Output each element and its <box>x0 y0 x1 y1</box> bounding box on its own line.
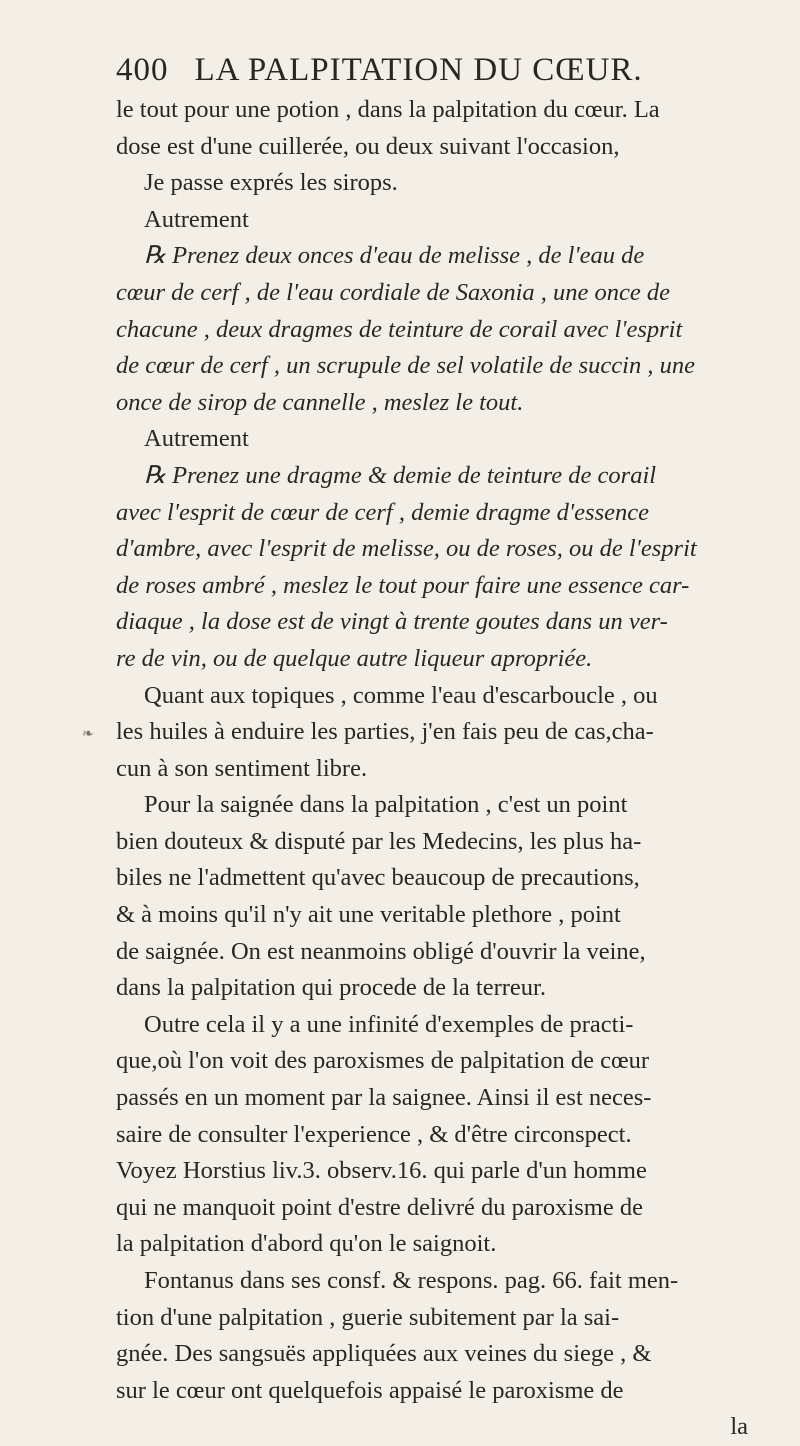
text-line: re de vin, ou de quelque autre liqueur apropriée. <box>116 644 593 672</box>
text-line: passés en un moment par la saignee. Ainsi il est neces- <box>116 1084 652 1112</box>
text-line: de cœur de cerf , un scrupule de sel volatile de succin , une <box>116 352 695 380</box>
section-label: Autrement <box>144 425 249 453</box>
text-line: la palpitation d'abord qu'on le saignoit. <box>116 1230 497 1258</box>
text-line: que,où l'on voit des paroxismes de palpitation de cœur <box>116 1047 650 1075</box>
text-line: diaque , la dose est de vingt à trente goutes dans un ver- <box>116 608 668 636</box>
text-line: ℞ Prenez une dragme & demie de teinture de corail <box>144 461 657 489</box>
text-line: bien douteux & disputé par les Medecins, les plus ha- <box>116 827 642 855</box>
section-label: Autrement <box>144 205 249 233</box>
text-line: Quant aux topiques , comme l'eau d'escarboucle , ou <box>144 681 658 709</box>
running-title: LA PALPITATION DU CŒUR. <box>194 52 643 88</box>
text-line: le tout pour une potion , dans la palpitation du cœur. La <box>116 96 660 123</box>
text-line: Voyez Horstius liv.3. observ.16. qui parle d'un homme <box>116 1157 647 1185</box>
text-line: cun à son sentiment libre. <box>116 754 368 782</box>
text-block <box>116 92 766 1446</box>
text-line: saire de consulter l'experience , & d'être circonspect. <box>116 1120 632 1148</box>
text-line: Je passe exprés les sirops. <box>144 169 398 197</box>
text-line: dose est d'une cuillerée, ou deux suivant l'occasion, <box>116 132 620 160</box>
text-line: de roses ambré , meslez le tout pour faire une essence car- <box>116 571 690 599</box>
text-line: cœur de cerf , de l'eau cordiale de Saxonia , une once de <box>116 278 671 306</box>
text-line: avec l'esprit de cœur de cerf , demie dragme d'essence <box>116 498 649 526</box>
text-line: Pour la saignée dans la palpitation , c'est un point <box>144 791 628 819</box>
text-line: Fontanus dans ses consf. & respons. pag. 66. fait men- <box>144 1267 679 1294</box>
text-line: Outre cela il y a une infinité d'exemples de practi- <box>144 1010 634 1038</box>
text-line: qui ne manquoit point d'estre delivré du paroxisme de <box>116 1193 643 1221</box>
text-line: tion d'une palpitation , guerie subitement par la sai- <box>116 1303 620 1331</box>
running-header <box>116 52 756 89</box>
margin-mark: ❧ <box>82 727 94 742</box>
text-line: biles ne l'admettent qu'avec beaucoup de precautions, <box>116 864 640 892</box>
catchword: la <box>730 1413 748 1441</box>
text-line: sur le cœur ont quelquefois appaisé le paroxisme de <box>116 1376 624 1404</box>
text-line: & à moins qu'il n'y ait une veritable plethore , point <box>116 901 621 929</box>
text-line: d'ambre, avec l'esprit de melisse, ou de roses, ou de l'esprit <box>116 535 697 563</box>
text-line: dans la palpitation qui procede de la terreur. <box>116 974 546 1002</box>
text-line: de saignée. On est neanmoins obligé d'ouvrir la veine, <box>116 937 646 965</box>
text-line: gnée. Des sangsuës appliquées aux veines du siege , & <box>116 1340 652 1368</box>
text-line: ℞ Prenez deux onces d'eau de melisse , de l'eau de <box>144 242 645 270</box>
text-line: once de sirop de cannelle , meslez le tout. <box>116 388 524 416</box>
page-number: 400 <box>116 52 169 88</box>
text-line: chacune , deux dragmes de teinture de corail avec l'esprit <box>116 315 683 343</box>
text-line: les huiles à enduire les parties, j'en fais peu de cas,cha- <box>116 718 654 746</box>
